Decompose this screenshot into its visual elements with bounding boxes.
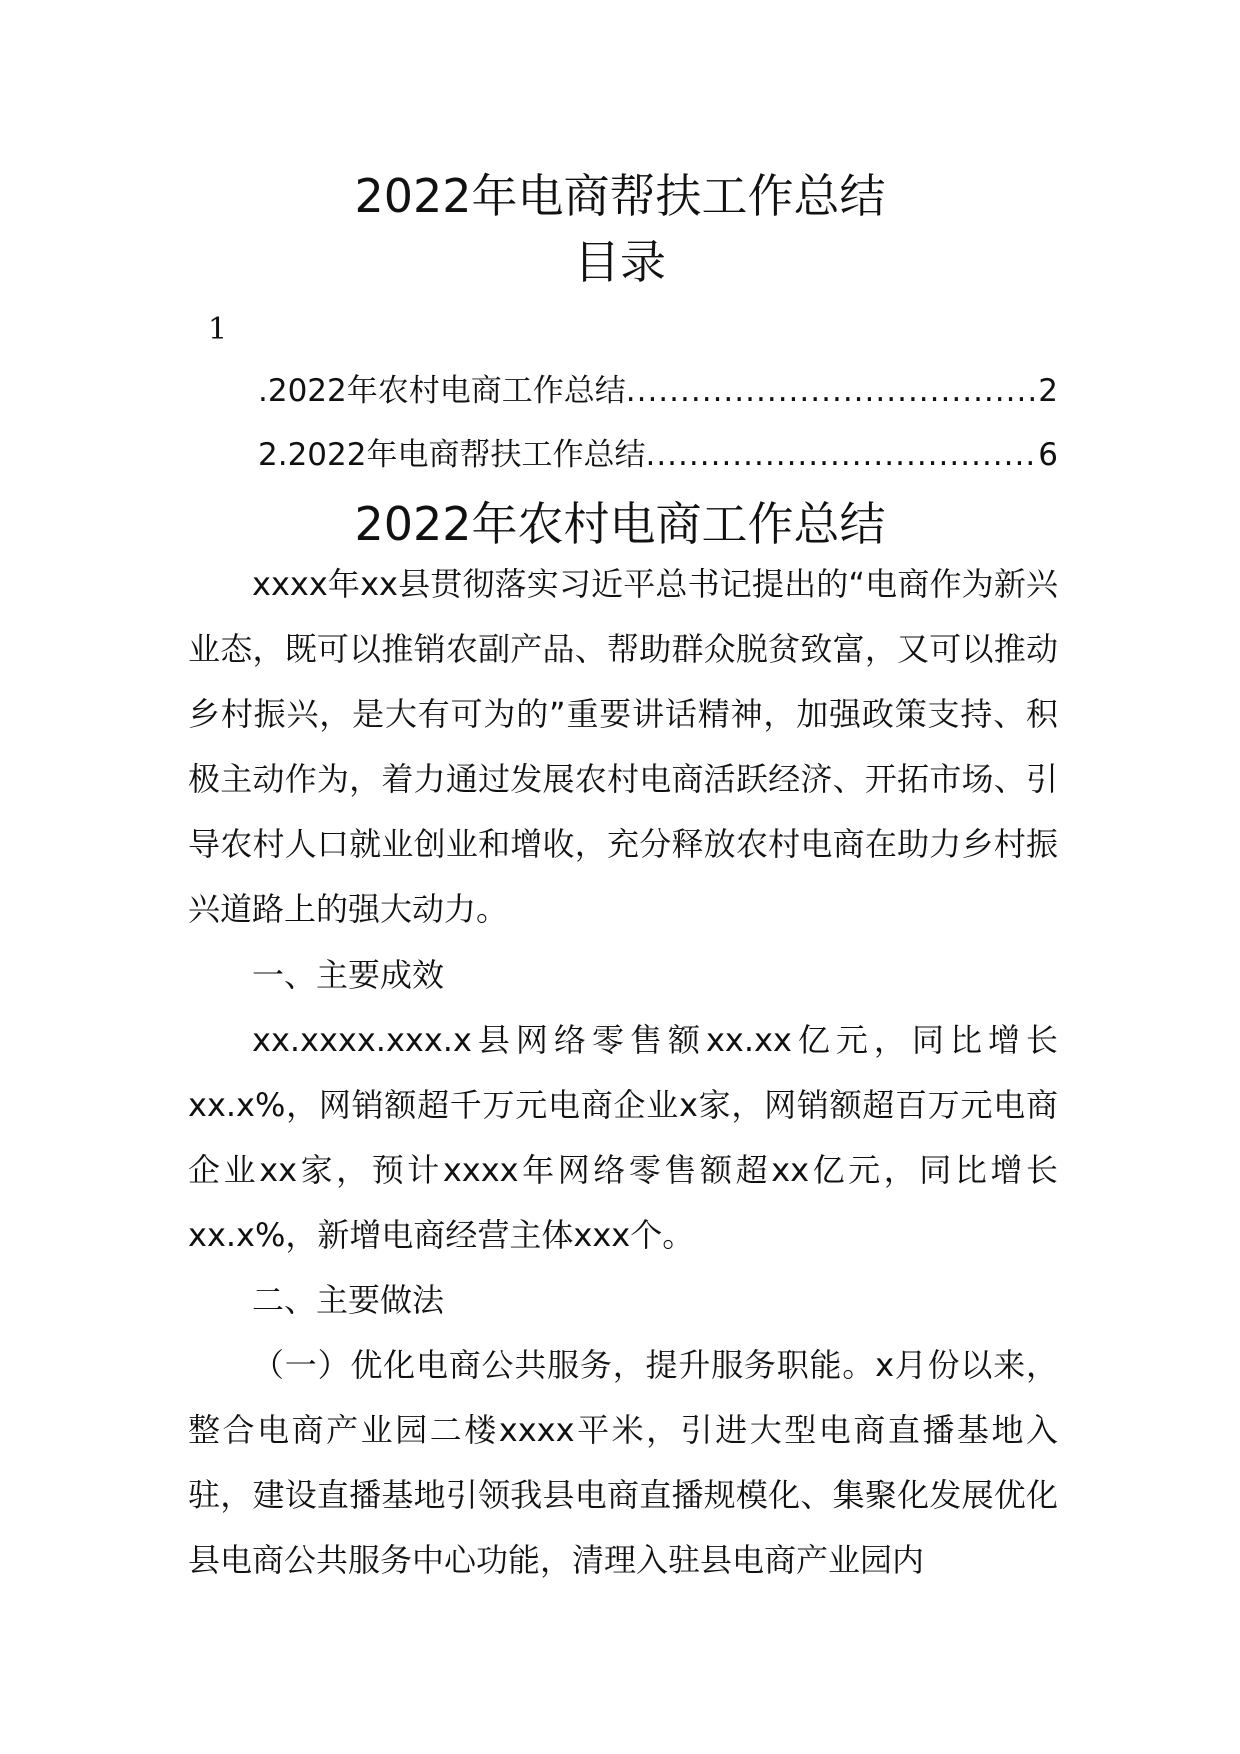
toc-entry-page: 6 — [1038, 437, 1058, 473]
toc-entry[interactable] — [258, 432, 1058, 478]
toc-heading: 目录 — [574, 235, 666, 289]
toc-entry-label: 2.2022年电商帮扶工作总结 — [258, 437, 646, 473]
document-title: 2022年电商帮扶工作总结 — [354, 169, 886, 223]
toc-leader-dots — [626, 368, 1039, 414]
toc-entry[interactable] — [258, 368, 1058, 414]
heading-main-results: 一、主要成效 — [252, 956, 445, 994]
methods-paragraph: （一）优化电商公共服务，提升服务职能。x月份以来，整合电商产业园二楼xxxx平米，引进大型电商直播基地入驻，建设直播基地引领我县电商直播规模化、集聚化发展优化县电商公共服务中心功能，清理入驻县电商产业园内 — [188, 1346, 1058, 1579]
toc-entry-label: .2022年农村电商工作总结 — [258, 373, 626, 409]
heading-main-methods: 二、主要做法 — [252, 1281, 445, 1319]
toc-page-number: 1 — [208, 312, 228, 347]
toc-leader-dots — [645, 432, 1038, 478]
intro-paragraph: xxxx年xx县贯彻落实习近平总书记提出的“电商作为新兴业态，既可以推销农副产品、帮助群众脱贫致富，又可以推动乡村振兴，是大有可为的”重要讲话精神，加强政策支持、积极主动作为，着力通过发展农村电商活跃经济、开拓市场、引导农村人口就业创业和增收，充分释放农村电商在助力乡村振兴道路上的强大动力。 — [188, 565, 1058, 928]
toc-entry-page: 2 — [1038, 373, 1058, 409]
results-paragraph: xx.xxxx.xxx.x县网络零售额xx.xx亿元，同比增长xx.x%，网销额超千万元电商企业x家，网销额超百万元电商企业xx家，预计xxxx年网络零售额超xx亿元，同比增长xx.x%，新增电商经营主体xxx个。 — [188, 1021, 1058, 1254]
section-title: 2022年农村电商工作总结 — [354, 497, 886, 551]
